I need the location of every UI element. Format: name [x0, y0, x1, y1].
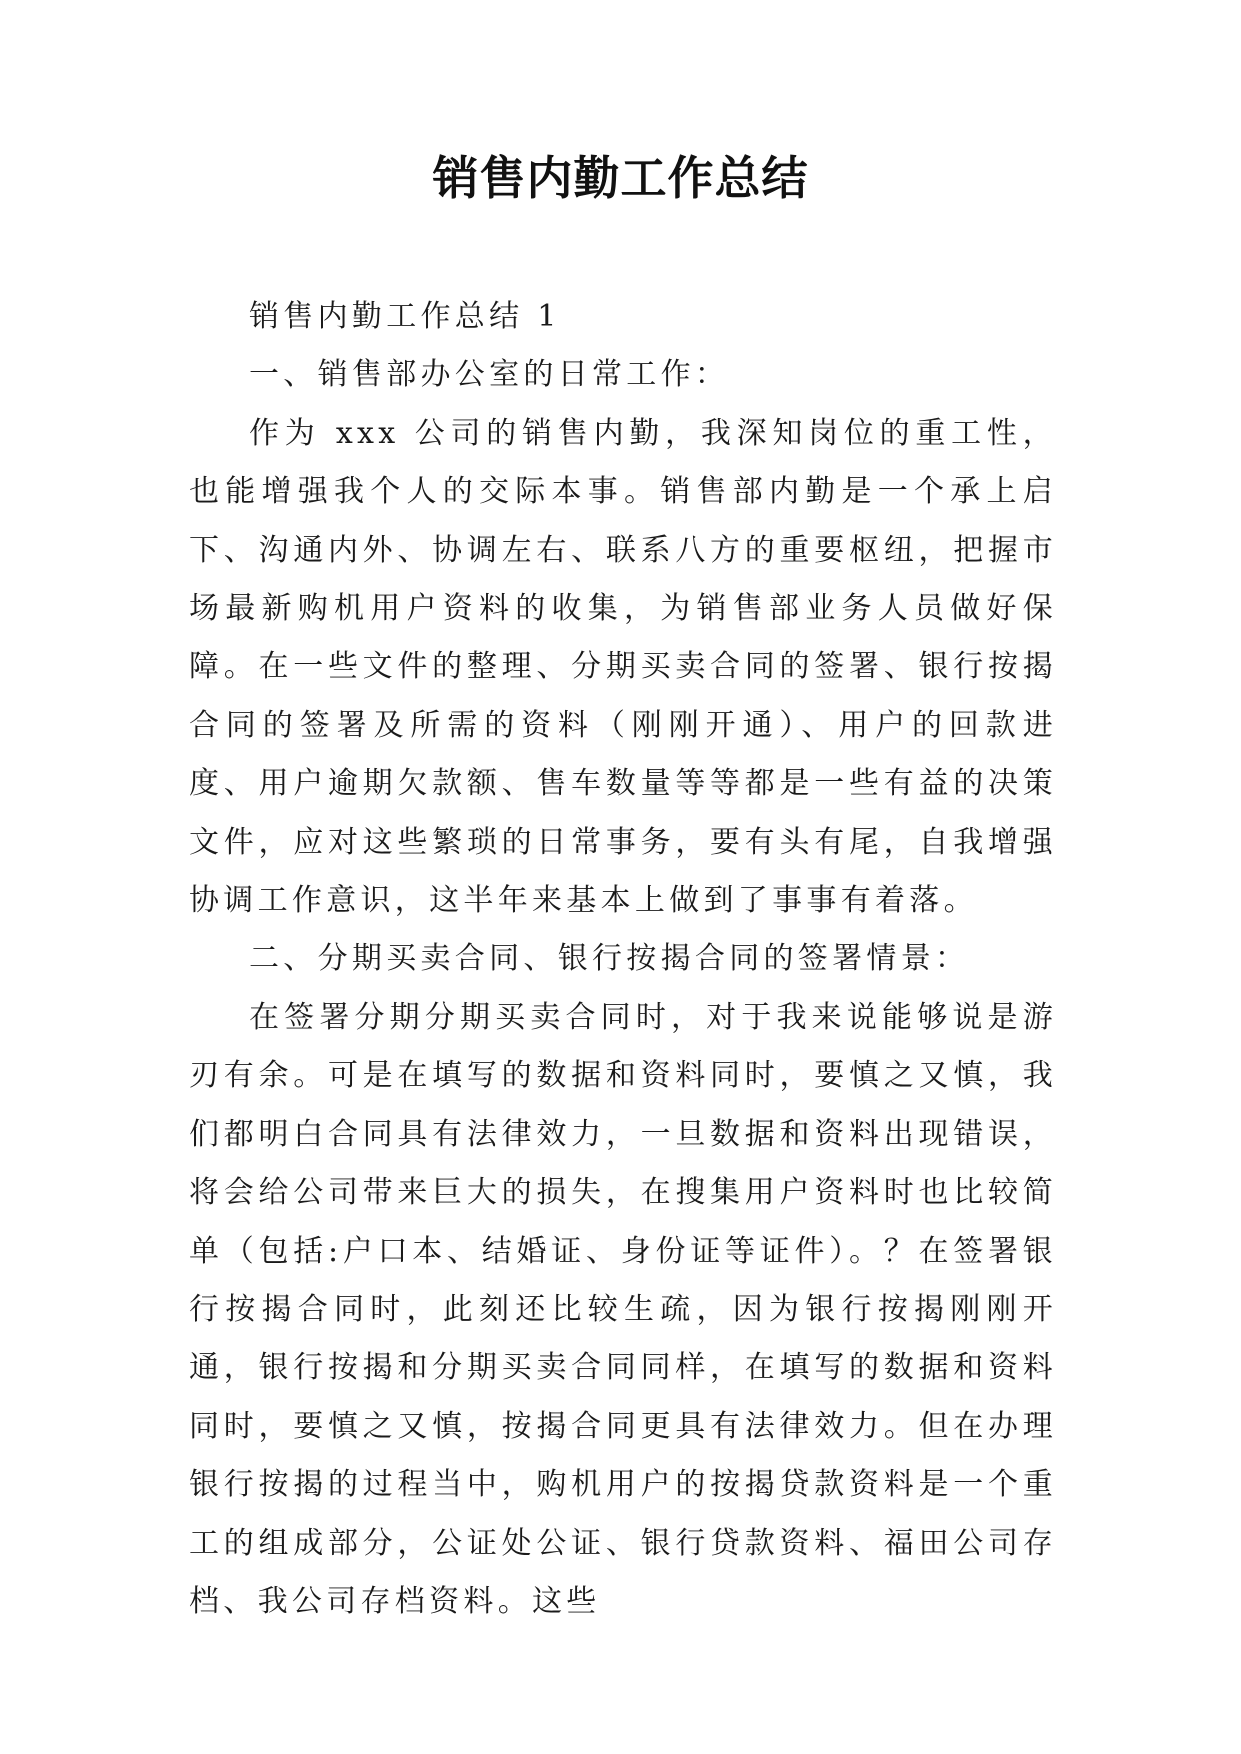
body-paragraph: 作为 xxx 公司的销售内勤，我深知岗位的重工性，也能增强我个人的交际本事。销售部内勤是一个承上启下、沟通内外、协调左右、联系八方的重要枢纽，把握市场最新购机用户资料的收集，为销售部业务人员做好保障。在一些文件的整理、分期买卖合同的签署、银行按揭合同的签署及所需的资料（刚刚开通）、用户的回款进度、用户逾期欠款额、售车数量等等都是一些有益的决策文件，应对这些繁琐的日常事务，要有头有尾，自我增强协调工作意识，这半年来基本上做到了事事有着落。: [189, 415, 1057, 919]
subsection-heading: 二、分期买卖合同、银行按揭合同的签署情景：: [249, 941, 970, 977]
document-body: [189, 288, 1057, 1631]
section-heading: 销售内勤工作总结 1: [249, 299, 561, 334]
subsection-heading: 一、销售部办公室的日常工作：: [249, 357, 730, 393]
document-title: 销售内勤工作总结: [432, 151, 809, 205]
body-paragraph: 在签署分期分期买卖合同时，对于我来说能够说是游刃有余。可是在填写的数据和资料同时，要慎之又慎，我们都明白合同具有法律效力，一旦数据和资料出现错误，将会给公司带来巨大的损失，在搜集用户资料时也比较简单（包括:户口本、结婚证、身份证等证件）。？在签署银行按揭合同时，此刻还比较生疏，因为银行按揭刚刚开通，银行按揭和分期买卖合同同样，在填写的数据和资料同时，要慎之又慎，按揭合同更具有法律效力。但在办理银行按揭的过程当中，购机用户的按揭贷款资料是一个重工的组成部分，公证处公证、银行贷款资料、福田公司存档、我公司存档资料。这些: [189, 999, 1057, 1619]
